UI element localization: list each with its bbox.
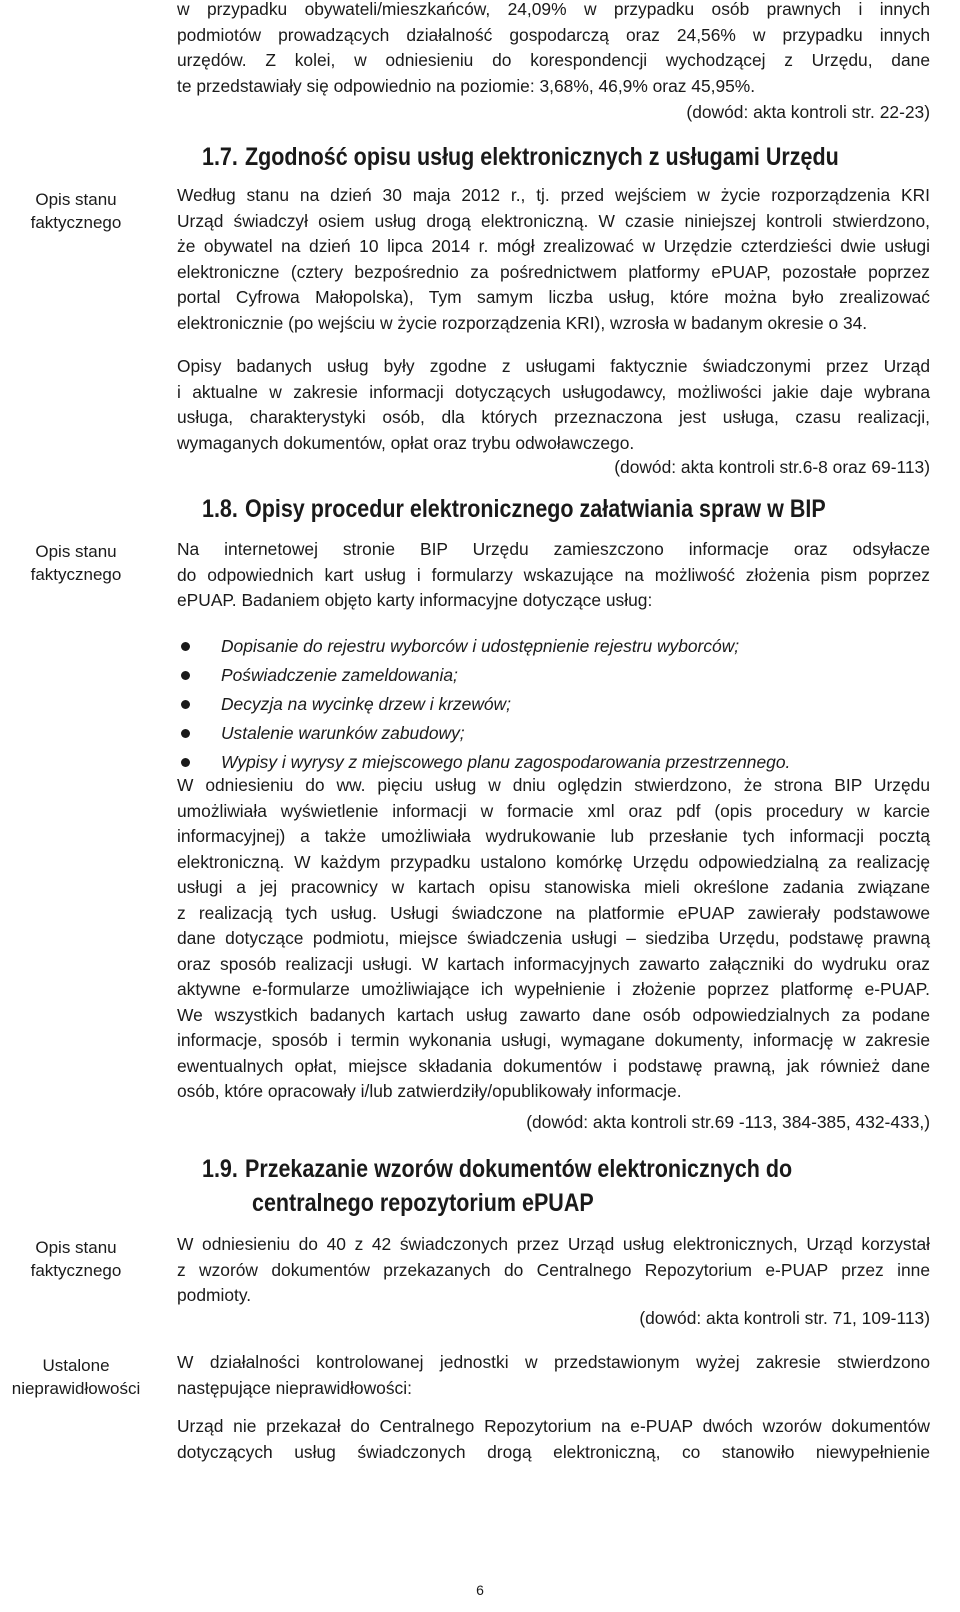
service-list [177, 632, 930, 777]
text-line: podmiotów prowadzących działalność gospodarczą oraz 24,56% w przypadku innych [177, 24, 930, 45]
text-line: Opisy badanych usług były zgodne z usługami faktycznie świadczonymi przez Urząd [177, 356, 930, 376]
text-line: aktywne e-formularze umożliwiające ich wypełnienie i złożenie poprzez platformę e-PUAP. [177, 979, 930, 999]
text-line: ePUAP. Badaniem objęto karty informacyjne dotyczące usług: [177, 590, 653, 610]
section-1-8-paragraph-1 [177, 537, 930, 614]
text-line: We wszystkich badanych kartach usług zawarto dane osób odpowiedzialnych za podane [177, 1004, 930, 1025]
section-number: 1.8. [202, 495, 238, 523]
margin-note-factual-state-2: Opis stanu faktycznego [30, 542, 122, 584]
text-line: W działalności kontrolowanej jednostki w przedstawionym wyżej zakresie stwierdzono [177, 1352, 930, 1372]
text-line: z wzorów dokumentów przekazanych do Centralnego Repozytorium e-PUAP przez inne [177, 1259, 930, 1280]
section-heading-1-8 [202, 493, 826, 526]
list-item: Ustalenie warunków zabudowy; [177, 719, 930, 748]
list-item: Dopisanie do rejestru wyborców i udostępnienie rejestru wyborców; [177, 632, 930, 661]
text-line: z realizacją tych usług. Usługi świadczone na platformie ePUAP zawierały podstawowe [177, 902, 930, 923]
list-item: Wypisy i wyrysy z miejscowego planu zagospodarowania przestrzennego. [177, 748, 930, 777]
section-heading-1-9 [202, 1153, 792, 1186]
bullet-icon [181, 642, 190, 651]
bullet-icon [181, 700, 190, 709]
text-line: dane dotyczące podmiotu, miejsce świadczenia usługi – siedziba Urzędu, podstawę prawną [177, 928, 930, 948]
text-line: usługi a jej pracownicy w kartach opisu stanowiska mieli określone zadania związane [177, 877, 930, 897]
page-number: 6 [476, 1582, 484, 1598]
text-line: oraz sposób realizacji usługi. W kartach informacyjnych zawarto załączniki do wydruku oraz [177, 953, 930, 974]
text-line: Urząd nie przekazał do Centralnego Repozytorium na e-PUAP dwóch wzorów dokumentów [177, 1416, 930, 1436]
section-heading-1-9-continued [252, 1187, 594, 1220]
section-title-line-1: Przekazanie wzorów dokumentów elektronicznych do [245, 1155, 793, 1183]
text-line: ewentualnych opłat, miejsce składania dokumentów i podstawę prawną, jak również dane [177, 1055, 930, 1076]
text-line: elektronicznie (po wejściu w życie rozporządzenia KRI), wzrosła w badanym okresie o 34. [177, 312, 868, 333]
evidence-reference: (dowód: akta kontroli str.6-8 oraz 69-113) [614, 457, 930, 477]
text-line: te przedstawiały się odpowiednio na poziomie: 3,68%, 46,9% oraz 45,95%. [177, 75, 756, 96]
text-line: urzędów. Z kolei, w odniesieniu do korespondencji wychodzącej z Urzędu, dane [177, 50, 930, 70]
text-line: dotyczących usług świadczonych drogą elektroniczną, co stanowiło niewypełnienie [177, 1441, 930, 1462]
text-line: usługa, charakterystyki osób, dla których przeznaczona jest usługa, czasu realizacji, [177, 407, 930, 427]
text-line: W odniesieniu do ww. pięciu usług w dniu oględzin stwierdzono, że strona BIP Urzędu [177, 775, 930, 795]
section-title: Opisy procedur elektronicznego załatwiania spraw w BIP [245, 495, 826, 523]
text-line: portal Cyfrowa Małopolska), Tym samym liczba usług, które można było zrealizować [177, 287, 930, 307]
bullet-icon [181, 671, 190, 680]
text-line: że obywatel na dzień 10 lipca 2014 r. mógł zrealizować w Urzędzie czterdzieści dwie usługi [177, 236, 930, 256]
evidence-reference: (dowód: akta kontroli str. 71, 109-113) [639, 1308, 930, 1328]
section-number: 1.7. [202, 143, 238, 171]
text-line: w przypadku obywateli/mieszkańców, 24,09% w przypadku osób prawnych i innych [177, 0, 930, 19]
section-1-7-paragraph-2 [177, 354, 930, 456]
list-item: Poświadczenie zameldowania; [177, 661, 930, 690]
section-1-9-paragraph-1 [177, 1232, 930, 1309]
section-1-9-paragraph-3 [177, 1414, 930, 1465]
text-line: wymaganych dokumentów, opłat oraz trybu odwoławczego. [177, 432, 635, 453]
text-line: osób, które opracowały i/lub zatwierdziły/opublikowały informacje. [177, 1081, 682, 1101]
margin-note-factual-state-3: Opis stanu faktycznego [30, 1238, 122, 1280]
section-number: 1.9. [202, 1155, 238, 1183]
text-line: W odniesieniu do 40 z 42 świadczonych przez Urząd usług elektronicznych, Urząd korzystał [177, 1234, 930, 1254]
section-1-7-paragraph-1 [177, 183, 930, 336]
section-title-line-2: centralnego repozytorium ePUAP [252, 1189, 594, 1217]
margin-note-irregularities: Ustalone nieprawidłowości [11, 1356, 141, 1398]
margin-note-factual-state-1: Opis stanu faktycznego [30, 190, 122, 232]
evidence-reference: (dowód: akta kontroli str. 22-23) [686, 102, 930, 122]
list-item: Decyzja na wycinkę drzew i krzewów; [177, 690, 930, 719]
section-title: Zgodność opisu usług elektronicznych z usługami Urzędu [245, 143, 839, 171]
evidence-reference: (dowód: akta kontroli str.69 -113, 384-385, 432-433,) [526, 1112, 930, 1132]
text-line: do odpowiednich kart usług i formularzy wskazujące na możliwość złożenia pism poprzez [177, 564, 930, 585]
text-line: Według stanu na dzień 30 maja 2012 r., tj. przed wejściem w życie rozporządzenia KRI [177, 185, 930, 205]
text-line: Urząd świadczył osiem usług drogą elektroniczną. W czasie niniejszej kontroli stwierdzono, [177, 210, 930, 231]
text-line: elektroniczną. W każdym przypadku ustalono komórkę Urzędu odpowiedzialną za realizację [177, 851, 930, 872]
text-line: informacyjnej) a także umożliwiała wydrukowanie lub przesłanie tych informacji pocztą [177, 826, 930, 846]
text-line: Na internetowej stronie BIP Urzędu zamieszczono informacje oraz odsyłacze [177, 539, 930, 559]
text-line: elektroniczne (cztery bezpośrednio za pośrednictwem platformy ePUAP, pozostałe poprzez [177, 261, 930, 282]
section-1-9-paragraph-2 [177, 1350, 930, 1401]
text-line: umożliwiała wyświetlenie informacji w formacie xml oraz pdf (opis procedury w karcie [177, 800, 930, 821]
intro-paragraph [177, 0, 930, 99]
section-heading-1-7 [202, 141, 839, 174]
text-line: następujące nieprawidłowości: [177, 1377, 412, 1398]
bullet-icon [181, 729, 190, 738]
text-line: podmioty. [177, 1285, 252, 1305]
text-line: i aktualne w zakresie informacji dotyczących usługodawcy, możliwości jakie daje wybrana [177, 381, 930, 402]
section-1-8-paragraph-2 [177, 773, 930, 1105]
text-line: informacje, sposób i termin wykonania usługi, wymagane dokumenty, informację w zakresie [177, 1030, 930, 1050]
bullet-icon [181, 758, 190, 767]
